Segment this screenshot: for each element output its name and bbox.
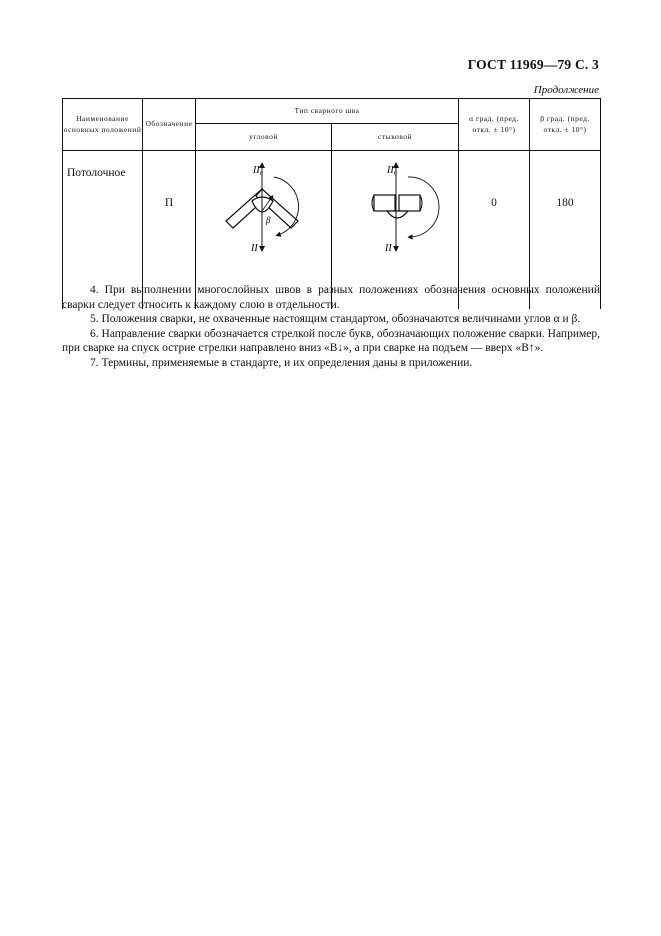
label-top: II₀ — [387, 165, 398, 176]
alpha-value: 0 — [459, 151, 530, 310]
continuation-label: Продолжение — [533, 84, 599, 96]
welding-positions-table — [62, 98, 601, 309]
col-header-designation: Обозначение — [143, 99, 196, 151]
label-bottom: II — [251, 243, 258, 254]
page-header: ГОСТ 11969—79 С. 3 — [467, 57, 599, 72]
beta-value: 180 — [530, 151, 601, 310]
body-text — [62, 283, 600, 370]
col-header-name: Наименование основных положений — [63, 99, 143, 151]
col-header-butt: стыковой — [332, 124, 459, 151]
label-beta: β — [266, 215, 271, 225]
paragraph-6: 6. Направление сварки обозначается стрелкой после букв, обозначающих положение сварки. Например, при сварке на спуск острие стрелки направлено вниз «В↓», а при сварке на подъем — вверх «В↑». — [62, 327, 600, 354]
label-top: II₀ — [253, 165, 264, 176]
col-header-fillet: угловой — [196, 124, 332, 151]
fillet-weld-diagram — [196, 151, 332, 263]
paragraph-4: 4. При выполнении многослойных швов в разных положениях обозначения основных положений сварки следует относить к каждому слою в отдельности. — [62, 284, 600, 311]
col-header-weld-type: Тип сварного шва — [196, 99, 459, 124]
butt-weld-diagram — [332, 151, 459, 263]
col-header-beta: β град. (пред. откл. ± 10°) — [530, 99, 601, 151]
paragraph-7: 7. Термины, применяемые в стандарте, и их определения даны в приложении. — [90, 356, 473, 369]
paragraph-5: 5. Положения сварки, не охваченные настоящим стандартом, обозначаются величинами углов α и β. — [90, 313, 581, 325]
position-designation: П — [143, 151, 196, 310]
col-header-alpha: α град. (пред. откл. ± 10°) — [459, 99, 530, 151]
label-bottom: II — [385, 243, 392, 254]
position-name: Потолочное — [63, 151, 143, 310]
